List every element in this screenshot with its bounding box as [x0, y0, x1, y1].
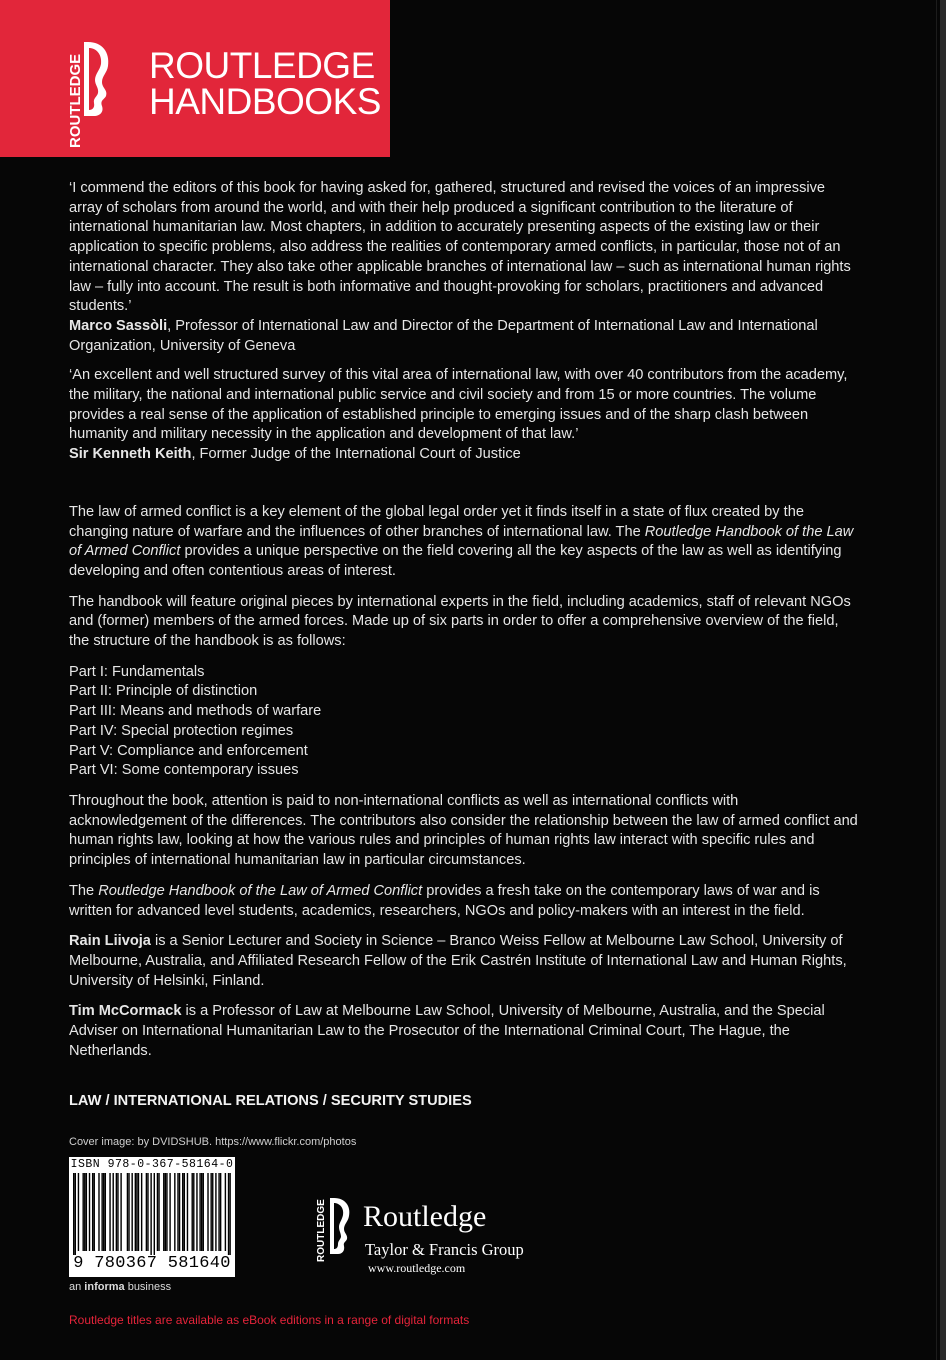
barcode-bar: [229, 1173, 230, 1255]
barcode-bar: [207, 1173, 208, 1251]
series-title-line2: HANDBOOKS: [149, 81, 381, 122]
barcode-bar: [86, 1173, 87, 1251]
subject-categories: LAW / INTERNATIONAL RELATIONS / SECURITY STUDIES: [69, 1093, 472, 1109]
list-item: Part V: Compliance and enforcement: [69, 742, 308, 759]
quote-author: Sir Kenneth Keith: [69, 446, 192, 463]
quote-text: ‘An excellent and well structured survey of this vital area of international law, with over 40 contributors from the academy, the military, the national and international public service and civil society and from 15 or more countries. The volume provides a real sense of the application of established principle to emerging issues and of the sharp clash between humanity and military necessity in the application and development of that law.’: [69, 367, 848, 443]
barcode-bar: [196, 1173, 197, 1251]
series-banner: [0, 0, 390, 157]
barcode-bar: [92, 1173, 93, 1251]
barcode-bar: [192, 1173, 193, 1251]
description-text: The law of armed conflict is a key element of the global legal order yet it finds itself in a state of flux created by the changing nature of warfare and the influences of other branches of international law. The: [69, 503, 804, 540]
barcode-bar: [203, 1173, 204, 1251]
list-item: Part I: Fundamentals: [69, 663, 205, 680]
quote-text: ‘I commend the editors of this book for having asked for, gathered, structured and revised the voices of an impressive array of scholars from around the world, and with their help produced a significant contribution to the literature of international humanitarian law. Most chapters, in addition to accurately presenting aspects of the existing law or their application to specific problems, also address the realities of contemporary armed conflicts, in particular, those not of an international character. They also take other applicable branches of international law – such as international human rights law – fully into account. The result is both informative and thought-provoking for scholars, practitioners and advanced students.’: [69, 180, 851, 315]
barcode-bar: [225, 1173, 226, 1251]
informa-prefix: an: [69, 1281, 85, 1293]
barcode-bar: [109, 1173, 110, 1251]
barcode-icon: [73, 1173, 231, 1255]
barcode-bar: [182, 1173, 183, 1251]
list-item: Part III: Means and methods of warfare: [69, 703, 322, 720]
barcode-bar: [154, 1173, 155, 1255]
barcode-bar: [127, 1173, 128, 1251]
barcode-bar: [220, 1173, 221, 1251]
book-title-italic: Routledge Handbook of the Law of Armed Conflict: [98, 882, 423, 899]
quote-attribution: [69, 445, 859, 465]
parts-list: [69, 663, 859, 781]
routledge-profile-logo-icon: [312, 1196, 354, 1264]
editor-bio: [69, 1002, 859, 1061]
barcode-bar: [75, 1173, 76, 1255]
barcode-bar: [138, 1173, 139, 1251]
barcode-bar: [84, 1173, 85, 1251]
isbn-label: ISBN 978-0-367-58164-0: [70, 1158, 234, 1171]
barcode-bar: [218, 1173, 219, 1251]
list-item: Part IV: Special protection regimes: [69, 722, 294, 739]
barcode-bar: [212, 1173, 213, 1251]
series-title: [149, 45, 381, 122]
list-item: Part VI: Some contemporary issues: [69, 762, 299, 779]
description-text: provides a unique perspective on the field covering all the key aspects of the law as well as identifying developing and often contentious areas of interest.: [69, 543, 842, 579]
publisher-group: Taylor & Francis Group: [365, 1240, 524, 1259]
book-title-italic: Routledge Handbook of the Law of Armed Conflict: [69, 523, 854, 560]
description-text: provides a fresh take on the contemporary laws of war and is written for advanced level students, academics, researchers, NGOs and policy-makers with an interest in the field.: [69, 882, 820, 919]
barcode-bar: [105, 1173, 106, 1251]
barcode-bar: [169, 1173, 170, 1251]
barcode-bar: [163, 1173, 164, 1251]
informa-brand: informa: [84, 1281, 125, 1293]
back-cover-text: [69, 179, 859, 1072]
barcode-bar: [141, 1173, 142, 1251]
endorsement-quote: [69, 179, 859, 356]
barcode-bar: [228, 1173, 229, 1255]
barcode-bar: [187, 1173, 188, 1251]
barcode-bar: [103, 1173, 104, 1251]
section-spacer: [69, 475, 859, 503]
list-item: Part II: Principle of distinction: [69, 683, 258, 700]
barcode-bar: [150, 1173, 151, 1255]
isbn-digits: 9 780367 581640: [73, 1254, 231, 1273]
barcode-bar: [177, 1173, 178, 1251]
editor-bio-text: is a Professor of Law at Melbourne Law School, University of Melbourne, Australia, and the Special Adviser on International Humanitarian Law to the Prosecutor of the International Criminal Court, The Hague, the Netherlands.: [69, 1003, 825, 1059]
barcode-bar: [113, 1173, 114, 1251]
cover-edge-line: [936, 0, 937, 1360]
barcode-bar: [116, 1173, 117, 1251]
cover-spine-edge: [940, 0, 946, 1360]
barcode-bar: [166, 1173, 167, 1251]
barcode-bar: [179, 1173, 180, 1251]
barcode-bar: [131, 1173, 132, 1251]
banner-logo-wordmark: ROUTLEDGE: [67, 53, 84, 148]
quote-author: Marco Sassòli: [69, 317, 168, 334]
barcode-bar: [147, 1173, 148, 1251]
barcode-bar: [101, 1173, 102, 1251]
barcode-bar: [210, 1173, 211, 1251]
cover-image-credit: Cover image: by DVIDSHUB. https://www.flickr.com/photos: [69, 1136, 357, 1148]
barcode-bar: [98, 1173, 99, 1251]
barcode-bar: [82, 1173, 83, 1251]
description-paragraph: [69, 882, 859, 921]
barcode-bar: [89, 1173, 90, 1251]
description-paragraph: [69, 503, 859, 582]
barcode-bar: [146, 1173, 147, 1251]
publisher-name: Routledge: [363, 1200, 487, 1233]
barcode-bar: [158, 1173, 159, 1251]
barcode-bar: [215, 1173, 216, 1251]
publisher-url[interactable]: www.routledge.com: [368, 1261, 466, 1275]
series-title-line1: ROUTLEDGE: [149, 45, 375, 86]
barcode-bar: [78, 1173, 79, 1251]
publisher-logo-wordmark: ROUTLEDGE: [316, 1199, 327, 1262]
isbn-barcode: [69, 1157, 235, 1277]
barcode-bar: [73, 1173, 74, 1255]
barcode-bar: [136, 1173, 137, 1251]
barcode-bar: [117, 1173, 118, 1251]
barcode-bar: [94, 1173, 95, 1251]
endorsement-quote: [69, 366, 859, 465]
barcode-bar: [174, 1173, 175, 1251]
routledge-profile-logo-icon: [62, 40, 112, 150]
quote-affiliation: , Professor of International Law and Director of the Department of International Law and International Organization, University of Geneva: [69, 317, 818, 354]
barcode-bar: [135, 1173, 136, 1251]
editor-bio: [69, 932, 859, 991]
informa-suffix: business: [124, 1281, 172, 1293]
barcode-bar: [165, 1173, 166, 1251]
description-paragraph: Throughout the book, attention is paid to non-international conflicts as well as international conflicts with acknowledgement of the differences. The contributors also consider the relationship between the law of armed conflict and human rights law, looking at how the various rules and principles of human rights law interact with specific rules and principles of international humanitarian law in particular circumstances.: [69, 792, 858, 869]
barcode-bar: [199, 1173, 200, 1251]
editor-name: Rain Liivoja: [69, 933, 151, 950]
ebook-availability-note: Routledge titles are available as eBook editions in a range of digital formats: [69, 1313, 470, 1327]
description-text: The: [69, 882, 99, 899]
informa-tagline: [69, 1281, 171, 1293]
barcode-bar: [128, 1173, 129, 1251]
barcode-bar: [201, 1173, 202, 1251]
quote-affiliation: , Former Judge of the International Court of Justice: [191, 446, 521, 463]
editor-bio-text: is a Senior Lecturer and Society in Science – Branco Weiss Fellow at Melbourne Law School, University of Melbourne, Australia, and Affiliated Research Fellow of the Erik Castrén Institute of International Law and Human Rights, University of Helsinki, Finland.: [69, 933, 847, 989]
description-paragraph: The handbook will feature original pieces by international experts in the field, including academics, staff of relevant NGOs and (former) members of the armed forces. Made up of six parts in order to offer a comprehensive overview of the field, the structure of the handbook is as follows:: [69, 593, 851, 650]
quote-attribution: [69, 317, 859, 356]
barcode-bar: [157, 1173, 158, 1251]
barcode-bar: [184, 1173, 185, 1251]
barcode-bar: [120, 1173, 121, 1251]
barcode-bar: [193, 1173, 194, 1251]
editor-name: Tim McCormack: [69, 1003, 182, 1020]
